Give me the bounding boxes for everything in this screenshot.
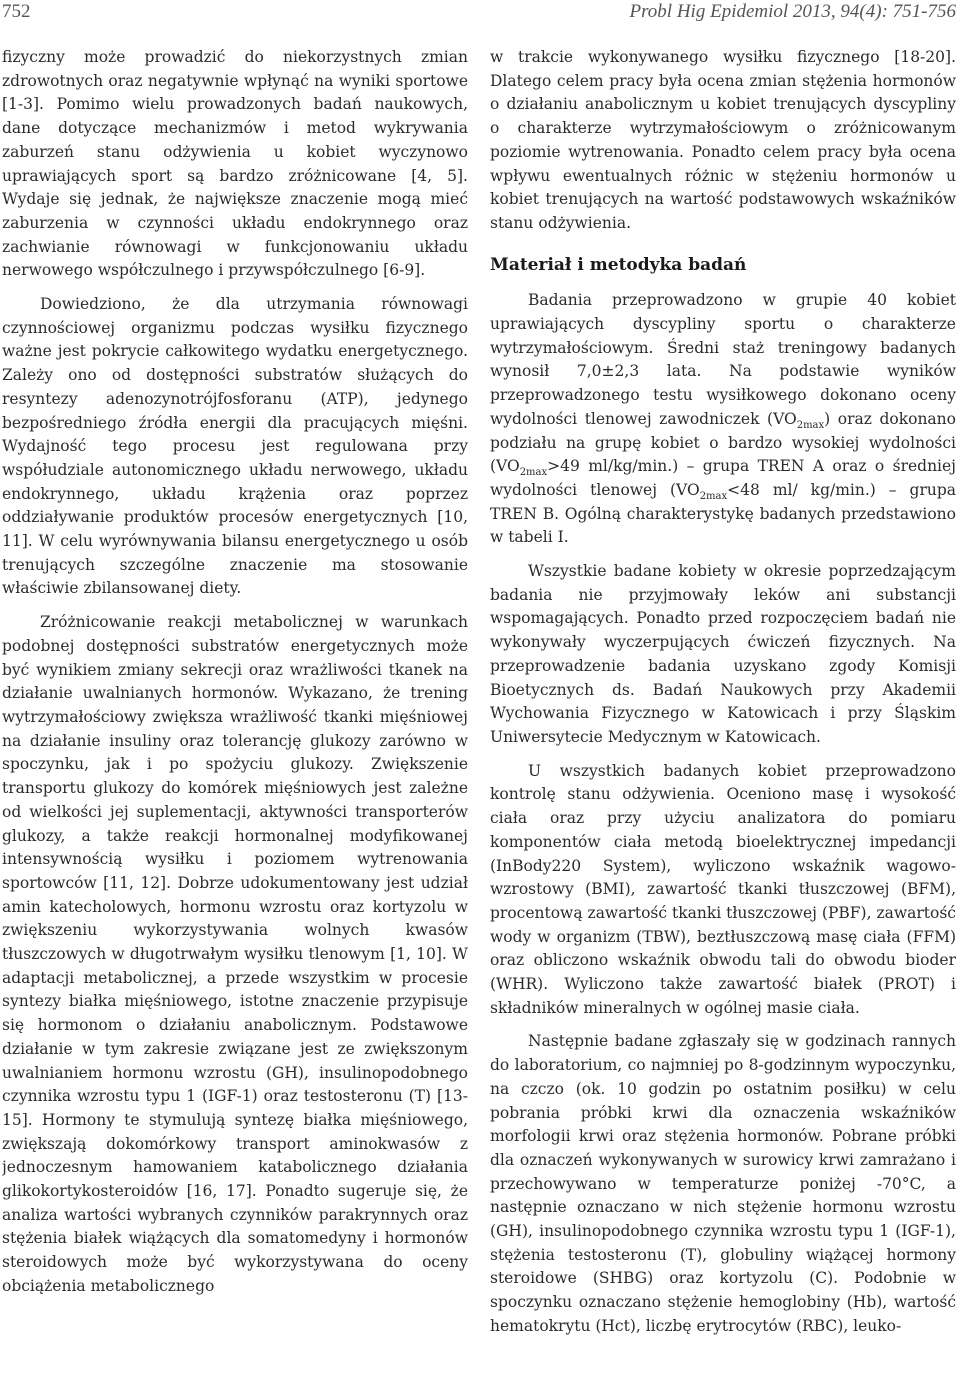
paragraph: Wszystkie badane kobiety w okresie poprzedzającym badania nie przyjmowały leków ani substancji wspomagających. Ponadto przed rozpoczęciem badań nie wykonywały wyczerpujących ćwiczeń fizycznych. Na przeprowadzenie badania uzyskano zgody Komisji Bioetycznych ds. Badań Naukowych przy Akademii Wychowania Fizycznego w Katowicach i przy Śląskim Uniwersytecie Medycznym w Katowicach. <box>490 562 956 746</box>
left-column <box>2 46 468 1392</box>
subscript: 2max <box>699 491 728 503</box>
journal-citation: Probl Hig Epidemiol 2013, 94(4): 751-756 <box>629 1 956 22</box>
text-run: ) oraz dokonano podziału na grupę kobiet o bardzo wysokiej wydolności (VO <box>490 409 956 476</box>
text-run: >49 ml/kg/min.) – grupa TREN A oraz o średniej wydolności tlenowej (VO <box>490 457 956 499</box>
paragraph: Następnie badane zgłaszały się w godzinach rannych do laboratorium, co najmniej po 8-godzinnym wypoczynku, na czczo (ok. 10 godzin po ostatnim posiłku) w celu pobrania próbki krwi dla oznaczenia wskaźników morfologii krwi oraz stężenia hormonów. Pobrane próbki dla oznaczeń wykonywanych w surowicy krwi zamrażano i przechowywano w temperaturze poniżej -70°C, a następnie oznaczano w nich stężenie hormonu wzrostu (GH), insulinopodobnego czynnika wzrostu typu 1 (IGF-1), stężenia testosteronu (T), globuliny wiążącej hormony steroidowe (SHBG) oraz kortyzolu (C). Podobnie w spoczynku oznaczano stężenie hemoglobiny (Hb), wartość hematokrytu (Hct), liczbę erytrocytów (RBC), leuko- <box>490 1032 956 1335</box>
text-run: <48 ml/ kg/min.) – grupa TREN B. Ogólną charakterystykę badanych przedstawiono w tabeli I. <box>490 480 956 547</box>
section-heading: Materiał i metodyka badań <box>490 254 747 275</box>
subscript: 2max <box>796 419 825 431</box>
page-number: 752 <box>2 1 31 22</box>
text-run: Badania przeprowadzono w grupie 40 kobiet uprawiających dyscypliny sportu o charakterze wytrzymałościowym. Średni staż treningowy badanych wynosił 7,0±2,3 lata. Na podstawie wyników przeprowadzonego testu wysiłkowego dokonano oceny wydolności tlenowej zawodniczek (VO <box>490 291 956 428</box>
right-column <box>490 46 956 1392</box>
paragraph-methods <box>490 289 956 550</box>
page-header <box>0 0 960 32</box>
paragraph: Dowiedziono, że dla utrzymania równowagi czynnościowej organizmu podczas wysiłku fizycznego ważne jest pokrycie całkowitego wydatku energetycznego. Zależy ono od dostępności substratów służących do resyntezy adenozynotrójfosforanu (ATP), jedynego bezpośredniego źródła energii dla pracujących mięśni. Wydajność tego procesu jest regulowana przy współudziale autonomicznego układu nerwowego, układu endokrynnego, układu krążenia oraz poprzez oddziaływanie produktów procesów energetycznych [10, 11]. W celu wyrównywania bilansu energetycznego u osób trenujących szczególne znaczenie ma stosowanie właściwie zbilansowanej diety. <box>2 295 468 598</box>
paragraph: Zróżnicowanie reakcji metabolicznej w warunkach podobnej dostępności substratów energetycznych może być wynikiem zmiany sekrecji oraz wrażliwości tkanek na działanie uwalnianych hormonów. Wykazano, że trening wytrzymałościowy zwiększa wrażliwość tkanki mięśniowej na działanie insuliny oraz tolerancję glukozy zarówno w spoczynku, jak i po spożyciu glukozy. Zwiększenie transportu glukozy do komórek mięśniowych jest zależne od wielkości jej suplementacji, aktywności transporterów glukozy, a także reakcji hormonalnej modyfikowanej intensywnością wysiłku i poziomem wytrenowania sportowców [11, 12]. Dobrze udokumentowany jest udział amin katecholowych, hormonu wzrostu oraz kortyzolu w zwiększeniu wykorzystywania wolnych kwasów tłuszczowych w długotrwałym wysiłku tlenowym [1, 10]. W adaptacji metabolicznej, a przede wszystkim w procesie syntezy białka mięśniowego, istotne znaczenie przypisuje się hormonom o działaniu anabolicznym. Podstawowe działanie w tym zakresie związane jest ze zwiększonym uwalnianiem hormonu wzrostu (GH), insulinopodobnego czynnika wzrostu typu 1 (IGF-1) oraz testosteronu (T) [13-15]. Hormony te stymulują syntezę białka mięśniowego, zwiększają dokomórkowy transport aminokwasów z jednoczesnym hamowaniem katabolicznego działania glikokortykosteroidów [16, 17]. Ponadto sugeruje się, że analiza wartości wybranych czynników parakrynnych oraz stężenia białek wiążących dla somatomedyny i hormonów steroidowych może być wykorzystywana do oceny obciążenia metabolicznego <box>2 613 468 1295</box>
subscript: 2max <box>519 467 548 479</box>
paragraph: fizyczny może prowadzić do niekorzystnych zmian zdrowotnych oraz negatywnie wpłynąć na wyniki sportowe [1-3]. Pomimo wielu prowadzonych badań naukowych, dane dotyczące mechanizmów i metod wykrywania zaburzeń stanu odżywienia u kobiet wyczynowo uprawiających sport są bardzo zróżnicowane [4, 5]. Wydaje się jednak, że największe znaczenie mogą mieć zaburzenia w czynności układu endokrynnego oraz zachwianie równowagi w funkcjonowaniu układu nerwowego współczulnego i przywspółczulnego [6-9]. <box>2 48 468 280</box>
paragraph: U wszystkich badanych kobiet przeprowadzono kontrolę stanu odżywienia. Oceniono masę i wysokość ciała oraz przy użyciu analizatora do pomiaru komponentów ciała metodą bioelektrycznej impedancji (InBody220 System), wyliczono wskaźnik wagowo-wzrostowy (BMI), zawartość tkanki tłuszczowej (BFM), procentową zawartość tkanki tłuszczowej (PBF), zawartość wody w organizm (TBW), beztłuszczową masę ciała (FFM) oraz obliczono wskaźnik obwodu tali do obwodu bioder (WHR). Wyliczono także zawartość białek (PROT) i składników mineralnych w ogólnej masie ciała. <box>490 761 956 1017</box>
paragraph: w trakcie wykonywanego wysiłku fizycznego [18-20]. Dlatego celem pracy była ocena zmian stężenia hormonów o działaniu anabolicznym u kobiet trenujących dyscypliny o charakterze wytrzymałościowym o zróżnicowanym poziomie wytrenowania. Ponadto celem pracy była ocena wpływu ewentualnych różnic w stężeniu hormonów u kobiet trenujących na wartość podstawowych wskaźników stanu odżywienia. <box>490 48 956 232</box>
